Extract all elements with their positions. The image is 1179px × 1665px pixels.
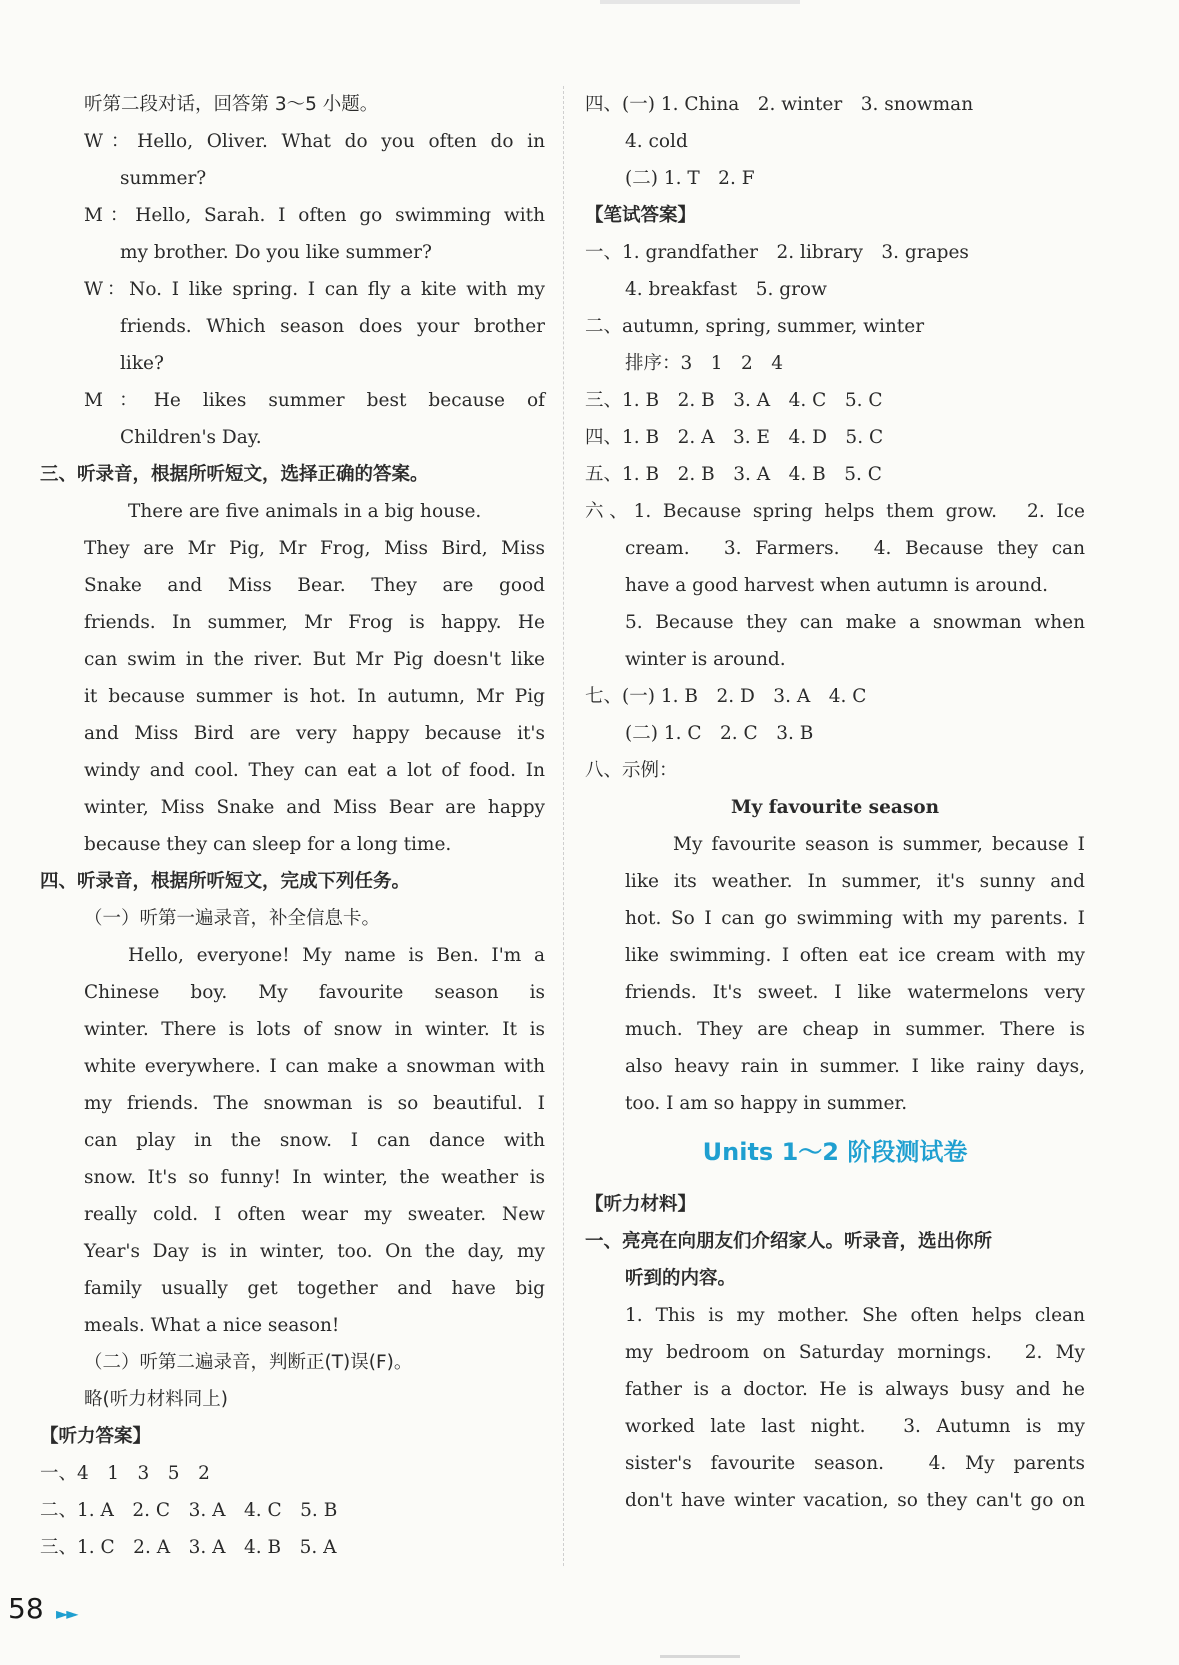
unit-test-title: Units 1～2 阶段测试卷 xyxy=(702,1138,968,1166)
left-line: W：Hello, Oliver. What do you often do in xyxy=(84,131,545,152)
section-heading: 一、亮亮在向朋友们介绍家人。听录音，选出你所 xyxy=(585,1231,993,1252)
top-edge-line xyxy=(600,0,800,4)
section-heading: 三、听录音，根据所听短文，选择正确的答案。 xyxy=(40,464,429,485)
left-line: can play in the snow. I can dance with xyxy=(84,1130,545,1151)
left-line: friends. Which season does your brother xyxy=(120,316,545,337)
left-line: Year's Day is in winter, too. On the day, my xyxy=(84,1241,545,1262)
left-line: M：Hello, Sarah. I often go swimming with xyxy=(84,205,545,226)
answer-line: 三、1. C 2. A 3. A 4. B 5. A xyxy=(40,1537,337,1558)
left-line: because they can sleep for a long time. xyxy=(84,834,452,855)
material-line: don't have winter vacation, so they can't go on xyxy=(625,1490,1085,1511)
left-line: friends. In summer, Mr Frog is happy. He xyxy=(84,612,545,633)
section-heading: 听到的内容。 xyxy=(625,1268,737,1289)
material-line: worked late last night. 3. Autumn is my xyxy=(625,1416,1085,1437)
left-column xyxy=(40,86,545,1566)
essay-line: also heavy rain in summer. I like rainy days, xyxy=(625,1056,1085,1077)
answer-line: 一、4 1 3 5 2 xyxy=(40,1463,210,1484)
page-number: 58 xyxy=(8,1592,44,1625)
left-line: white everywhere. I can make a snowman with xyxy=(84,1056,545,1077)
section-heading: 【听力材料】 xyxy=(585,1194,697,1215)
left-line: like? xyxy=(120,353,164,374)
answer-line: 八、示例： xyxy=(585,760,678,781)
left-line: 听第二段对话，回答第 3～5 小题。 xyxy=(84,94,379,115)
answer-line: 四、(一) 1. China 2. winter 3. snowman xyxy=(585,94,974,115)
answer-line: 二、1. A 2. C 3. A 4. C 5. B xyxy=(40,1500,338,1521)
left-line: They are Mr Pig, Mr Frog, Miss Bird, Miss xyxy=(84,538,545,559)
answer-line: (二) 1. C 2. C 3. B xyxy=(625,723,814,744)
material-line: my bedroom on Saturday mornings. 2. My xyxy=(625,1342,1085,1363)
essay-title: My favourite season xyxy=(730,797,940,818)
left-line: it because summer is hot. In autumn, Mr Pig xyxy=(84,686,545,707)
answer-line: 二、autumn, spring, summer, winter xyxy=(585,316,925,337)
left-line: windy and cool. They can eat a lot of food. In xyxy=(84,760,545,781)
answer-line: 排序：3 1 2 4 xyxy=(625,353,784,374)
left-line: Snake and Miss Bear. They are good xyxy=(84,575,545,596)
bottom-edge-line xyxy=(660,1655,740,1658)
column-divider xyxy=(563,86,564,1566)
essay-line: too. I am so happy in summer. xyxy=(625,1093,908,1114)
right-column xyxy=(585,86,1085,1519)
left-line: family usually get together and have big xyxy=(84,1278,545,1299)
left-line: 略(听力材料同上) xyxy=(84,1389,228,1410)
left-line: Chinese boy. My favourite season is xyxy=(84,982,545,1003)
essay-line: friends. It's sweet. I like watermelons very xyxy=(625,982,1085,1003)
left-line: （二）听第二遍录音，判断正(T)误(F)。 xyxy=(84,1352,413,1373)
left-line: There are five animals in a big house. xyxy=(128,501,482,522)
left-line: can swim in the river. But Mr Pig doesn't like xyxy=(84,649,545,670)
answer-line: 4. breakfast 5. grow xyxy=(625,279,827,300)
answer-line: have a good harvest when autumn is around. xyxy=(625,575,1048,596)
left-line: W：No. I like spring. I can fly a kite with my xyxy=(84,279,545,300)
answer-line: 六、1. Because spring helps them grow. 2. Ice xyxy=(585,501,1085,522)
answer-line: 4. cold xyxy=(625,131,688,152)
answer-line: 五、1. B 2. B 3. A 4. B 5. C xyxy=(585,464,882,485)
answers-heading: 【笔试答案】 xyxy=(585,205,697,226)
left-line: my friends. The snowman is so beautiful. I xyxy=(84,1093,545,1114)
answer-line: 四、1. B 2. A 3. E 4. D 5. C xyxy=(585,427,884,448)
answer-line: 七、(一) 1. B 2. D 3. A 4. C xyxy=(585,686,867,707)
answer-line: 三、1. B 2. B 3. A 4. C 5. C xyxy=(585,390,883,411)
material-line: father is a doctor. He is always busy and he xyxy=(625,1379,1085,1400)
left-line: really cold. I often wear my sweater. New xyxy=(84,1204,545,1225)
answers-heading: 【听力答案】 xyxy=(40,1426,152,1447)
left-line: winter, Miss Snake and Miss Bear are happy xyxy=(84,797,545,818)
left-line: meals. What a nice season! xyxy=(84,1315,340,1336)
material-line: sister's favourite season. 4. My parents xyxy=(625,1453,1085,1474)
left-line: （一）听第一遍录音，补全信息卡。 xyxy=(84,908,381,929)
left-line: snow. It's so funny! In winter, the weather is xyxy=(84,1167,545,1188)
left-line: my brother. Do you like summer? xyxy=(120,242,432,263)
answer-line: 5. Because they can make a snowman when xyxy=(625,612,1085,633)
answer-line: winter is around. xyxy=(625,649,786,670)
answer-line: (二) 1. T 2. F xyxy=(625,168,755,189)
essay-line: much. They are cheap in summer. There is xyxy=(625,1019,1085,1040)
left-line: summer? xyxy=(120,168,207,189)
left-line: M：He likes summer best because of xyxy=(84,390,545,411)
left-line: Children's Day. xyxy=(120,427,262,448)
answer-line: 一、1. grandfather 2. library 3. grapes xyxy=(585,242,969,263)
section-heading: 四、听录音，根据所听短文，完成下列任务。 xyxy=(40,871,411,892)
answer-line: cream. 3. Farmers. 4. Because they can xyxy=(625,538,1085,559)
essay-line: hot. So I can go swimming with my parents. I xyxy=(625,908,1085,929)
essay-line: like swimming. I often eat ice cream with my xyxy=(625,945,1085,966)
left-line: and Miss Bird are very happy because it's xyxy=(84,723,545,744)
left-line: winter. There is lots of snow in winter. It is xyxy=(84,1019,545,1040)
left-line: Hello, everyone! My name is Ben. I'm a xyxy=(128,945,545,966)
essay-line: My favourite season is summer, because I xyxy=(673,834,1085,855)
page-arrows-icon: ►► xyxy=(56,1604,77,1623)
essay-line: like its weather. In summer, it's sunny and xyxy=(625,871,1085,892)
material-line: 1. This is my mother. She often helps clean xyxy=(625,1305,1085,1326)
